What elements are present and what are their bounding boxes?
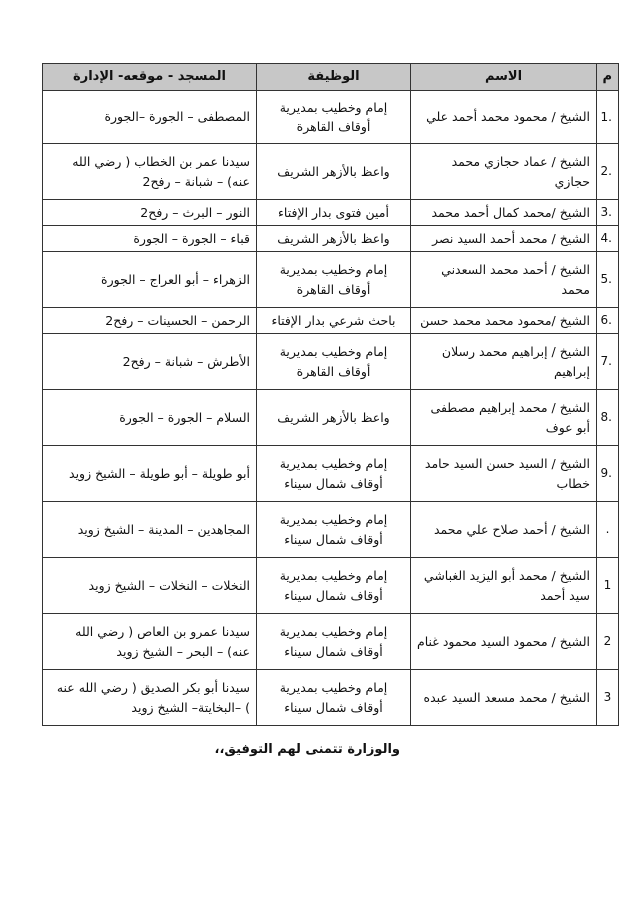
table-row	[43, 144, 619, 200]
row-job: واعظ بالأزهر الشريف	[257, 144, 411, 200]
row-number: .6	[597, 308, 619, 334]
table-row	[43, 200, 619, 226]
row-name: الشيخ /محمد كمال أحمد محمد	[411, 200, 597, 226]
row-name: الشيخ / محمود السيد محمود غنام	[411, 614, 597, 670]
row-name: الشيخ / السيد حسن السيد حامد خطاب	[411, 446, 597, 502]
header-job: الوظيفة	[257, 64, 411, 91]
row-mosque: أبو طويلة – أبو طويلة – الشيخ زويد	[43, 446, 257, 502]
table-row	[43, 390, 619, 446]
row-number: .4	[597, 226, 619, 252]
row-mosque: النور – البرث – رفح2	[43, 200, 257, 226]
row-mosque: الزهراء – أبو العراج – الجورة	[43, 252, 257, 308]
row-number: .7	[597, 334, 619, 390]
row-mosque: المجاهدين – المدينة – الشيخ زويد	[43, 502, 257, 558]
row-mosque: المصطفى – الجورة –الجورة	[43, 91, 257, 144]
row-mosque: الرحمن – الحسينات – رفح2	[43, 308, 257, 334]
row-mosque: الأطرش – شبانة – رفح2	[43, 334, 257, 390]
table-row	[43, 502, 619, 558]
row-mosque: سيدنا أبو بكر الصديق ( رضي الله عنه ) –البخايتة– الشيخ زويد	[43, 670, 257, 726]
row-name: الشيخ / محمد إبراهيم مصطفى أبو عوف	[411, 390, 597, 446]
row-mosque: النخلات – النخلات – الشيخ زويد	[43, 558, 257, 614]
closing-note: والوزارة تتمنى لهم التوفيق،،	[214, 742, 400, 757]
row-number: .9	[597, 446, 619, 502]
table-row	[43, 334, 619, 390]
row-number: 3	[597, 670, 619, 726]
row-name: الشيخ /محمود محمد محمد حسن	[411, 308, 597, 334]
table-row	[43, 252, 619, 308]
row-job: واعظ بالأزهر الشريف	[257, 226, 411, 252]
row-job: إمام وخطيب بمديرية أوقاف القاهرة	[257, 252, 411, 308]
row-job: إمام وخطيب بمديرية أوقاف القاهرة	[257, 334, 411, 390]
row-name: الشيخ / محمود محمد أحمد علي	[411, 91, 597, 144]
row-name: الشيخ / محمد أبو اليزيد الغباشي سيد أحمد	[411, 558, 597, 614]
row-name: الشيخ / إبراهيم محمد رسلان إبراهيم	[411, 334, 597, 390]
table-row	[43, 446, 619, 502]
table-row	[43, 91, 619, 144]
row-job: إمام وخطيب بمديرية أوقاف شمال سيناء	[257, 446, 411, 502]
table-row	[43, 614, 619, 670]
row-number: .8	[597, 390, 619, 446]
row-mosque: السلام – الجورة – الجورة	[43, 390, 257, 446]
row-job: إمام وخطيب بمديرية أوقاف شمال سيناء	[257, 670, 411, 726]
preachers-table	[42, 63, 619, 726]
row-number: .5	[597, 252, 619, 308]
row-number: 1	[597, 558, 619, 614]
row-number: .3	[597, 200, 619, 226]
row-number: .	[597, 502, 619, 558]
row-mosque: قباء – الجورة – الجورة	[43, 226, 257, 252]
row-job: إمام وخطيب بمديرية أوقاف شمال سيناء	[257, 614, 411, 670]
row-mosque: سيدنا عمر بن الخطاب ( رضي الله عنه) – شبانة – رفح2	[43, 144, 257, 200]
table-row	[43, 670, 619, 726]
row-number: 2	[597, 614, 619, 670]
row-name: الشيخ / أحمد محمد السعدني محمد	[411, 252, 597, 308]
row-name: الشيخ / أحمد صلاح علي محمد	[411, 502, 597, 558]
row-mosque: سيدنا عمرو بن العاص ( رضي الله عنه) – البحر – الشيخ زويد	[43, 614, 257, 670]
table-row	[43, 226, 619, 252]
row-number: .1	[597, 91, 619, 144]
row-job: أمين فتوى بدار الإفتاء	[257, 200, 411, 226]
row-name: الشيخ / محمد مسعد السيد عبده	[411, 670, 597, 726]
row-job: إمام وخطيب بمديرية أوقاف شمال سيناء	[257, 558, 411, 614]
row-job: إمام وخطيب بمديرية أوقاف القاهرة	[257, 91, 411, 144]
row-name: الشيخ / عماد حجازي محمد حجازي	[411, 144, 597, 200]
row-number: .2	[597, 144, 619, 200]
table-header-row	[43, 64, 619, 91]
row-job: باحث شرعي بدار الإفتاء	[257, 308, 411, 334]
row-job: واعظ بالأزهر الشريف	[257, 390, 411, 446]
row-name: الشيخ / محمد أحمد السيد نصر	[411, 226, 597, 252]
table-row	[43, 558, 619, 614]
table-row	[43, 308, 619, 334]
row-job: إمام وخطيب بمديرية أوقاف شمال سيناء	[257, 502, 411, 558]
header-name: الاسم	[411, 64, 597, 91]
header-mosque: المسجد - موقعه- الإدارة	[43, 64, 257, 91]
header-number: م	[597, 64, 619, 91]
